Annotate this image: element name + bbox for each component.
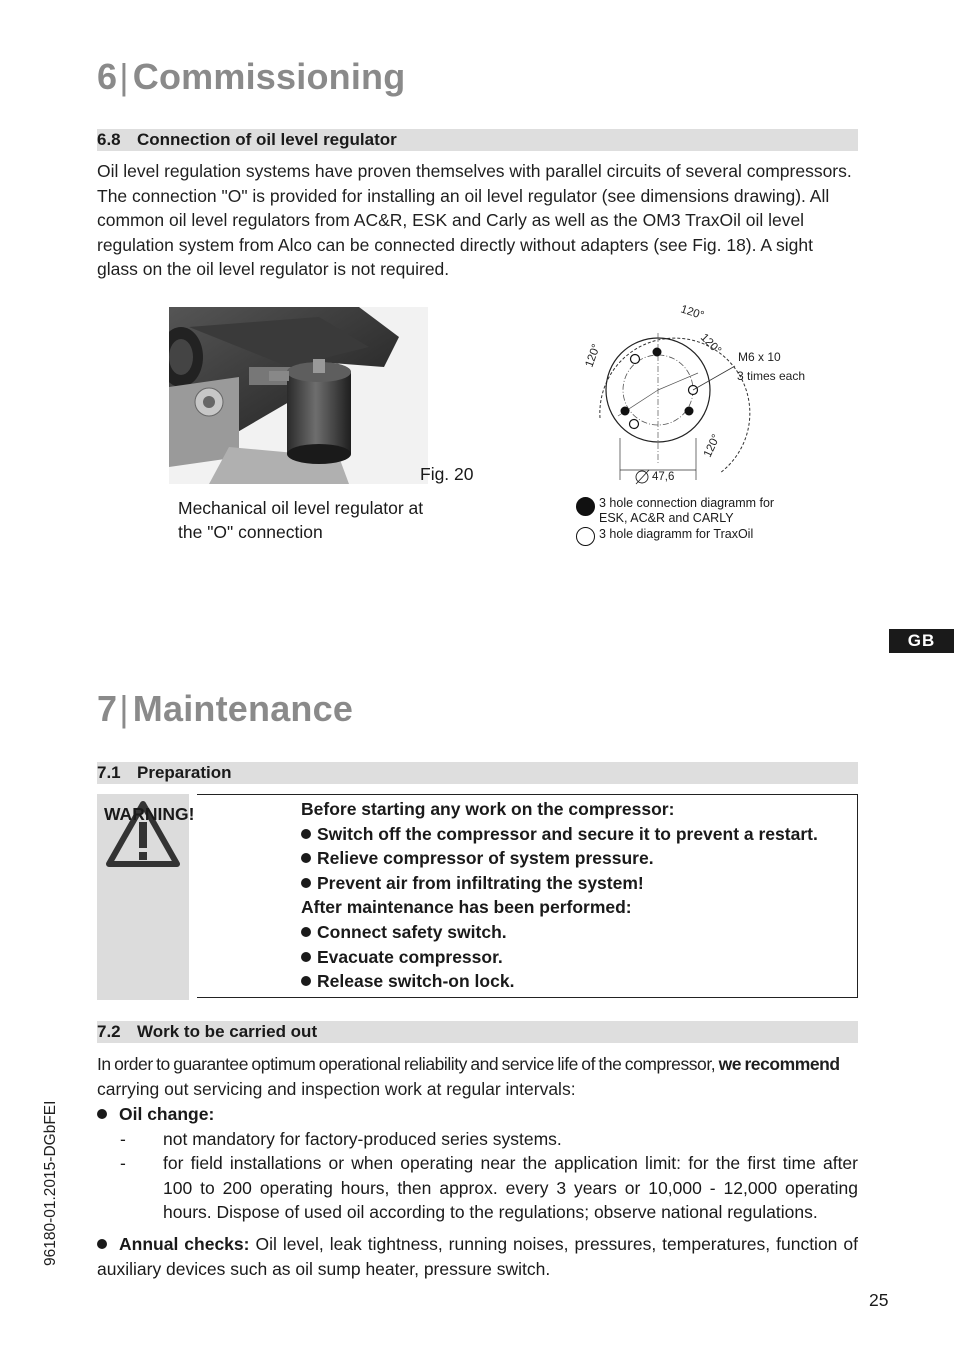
bullet-icon <box>301 976 311 986</box>
bullet-icon <box>97 1109 107 1119</box>
angle-label-left: 120° <box>583 342 603 370</box>
section-title: Preparation <box>137 763 232 782</box>
oil-change-item: not mandatory for factory-produced series systems. <box>163 1129 562 1149</box>
bullet-icon <box>97 1239 107 1249</box>
document-code: 96180-01.2015-DGbFEI <box>42 1100 59 1266</box>
warning-item: Release switch-on lock. <box>301 969 818 994</box>
chapter-number: 7 <box>97 688 118 729</box>
chapter-6-title: 6| Commissioning <box>97 56 406 97</box>
section-heading-7-1 <box>97 762 858 784</box>
bullet-icon <box>301 927 311 937</box>
legend-text: ESK, AC&R and CARLY <box>599 511 734 525</box>
warning-heading: Before starting any work on the compressor: <box>301 799 675 819</box>
warning-item: Switch off the compressor and secure it to prevent a restart. <box>301 822 818 847</box>
bullet-icon <box>301 829 311 839</box>
filled-hole <box>685 407 694 416</box>
oil-regulator-photo <box>169 307 428 484</box>
section-number: 6.8 <box>97 130 121 149</box>
bullet-icon <box>301 878 311 888</box>
thread-note: 3 times each <box>737 369 806 383</box>
angle-label-lower-right: 120° <box>701 432 723 460</box>
filled-hole <box>653 348 662 357</box>
legend-text: 3 hole diagramm for TraxOil <box>599 527 754 541</box>
chapter-7-title: 7| Maintenance <box>97 688 354 729</box>
work-intro: In order to guarantee optimum operational reliability and service life of the compressor, we recommend carrying out servicing and inspection work at regular intervals: <box>97 1054 840 1099</box>
open-circle-icon <box>576 527 595 546</box>
dash-icon: - <box>120 1153 126 1173</box>
warning-label: WARNING! <box>104 804 195 824</box>
section-number: 7.1 <box>97 763 121 782</box>
section-heading-6-8 <box>97 129 858 151</box>
warning-item: Relieve compressor of system pressure. <box>301 846 818 871</box>
filled-hole <box>621 407 630 416</box>
warning-item: Evacuate compressor. <box>301 945 818 970</box>
thread-leader <box>693 366 735 390</box>
language-tab: GB <box>889 629 954 653</box>
chapter-name: Maintenance <box>132 688 354 729</box>
warning-lines <box>301 797 818 994</box>
legend-text: 3 hole connection diagramm for <box>599 496 775 510</box>
thread-label: M6 x 10 <box>738 350 781 364</box>
page-number: 25 <box>869 1290 889 1310</box>
warning-item: Prevent air from infiltrating the system! <box>301 871 818 896</box>
bullet-icon <box>301 952 311 962</box>
open-hole <box>630 420 639 429</box>
chapter-name: Commissioning <box>132 56 406 97</box>
oil-change-item: for field installations or when operating near the application limit: for the first time after 100 to 200 operating hours, then approx. every 3 years or 10,000 - 12,000 operating hours. Dispose of used oil according to the regulations; observe national regulations. <box>163 1153 858 1223</box>
oil-regulator-photo-graphic <box>169 307 428 484</box>
angle-label-top: 120° <box>679 303 706 323</box>
warning-heading: After maintenance has been performed: <box>301 897 632 918</box>
outer-arc <box>600 338 750 473</box>
section-heading-7-2 <box>97 1021 858 1043</box>
annual-checks: Annual checks: Oil level, leak tightness, running noises, pressures, temperatures, function of auxiliary devices such as oil sump heater, pressure switch. <box>97 1234 858 1279</box>
hole-pattern-diagram <box>570 298 840 498</box>
photo-caption: Mechanical oil level regulator at the "O" connection <box>178 498 424 542</box>
warning-item: Connect safety switch. <box>301 920 818 945</box>
open-hole <box>631 355 640 364</box>
dash-icon: - <box>120 1129 126 1149</box>
figure-label: Fig. 20 <box>420 464 474 484</box>
intro-paragraph: Oil level regulation systems have proven themselves with parallel circuits of several compressors. The connection "O" is provided for installing an oil level regulator (see dimensions drawing). All common oil level regulators from AC&R, ESK and Carly as well as the OM3 TraxOil oil level regulation system from Alco can be connected directly without adapters (see Fig. 18). A sight glass on the oil level regulator is not required. <box>97 161 852 280</box>
bullet-icon <box>301 853 311 863</box>
section-title: Work to be carried out <box>137 1022 318 1041</box>
section-title: Connection of oil level regulator <box>137 130 397 149</box>
diameter-label: 47,6 <box>652 471 675 483</box>
oil-change-heading: Oil change: <box>97 1102 214 1127</box>
section-number: 7.2 <box>97 1022 121 1041</box>
angle-label-upper-right: 120° <box>697 331 724 357</box>
chapter-number: 6 <box>97 56 118 97</box>
hole-pattern-svg <box>570 298 840 498</box>
filled-circle-icon <box>576 497 595 516</box>
